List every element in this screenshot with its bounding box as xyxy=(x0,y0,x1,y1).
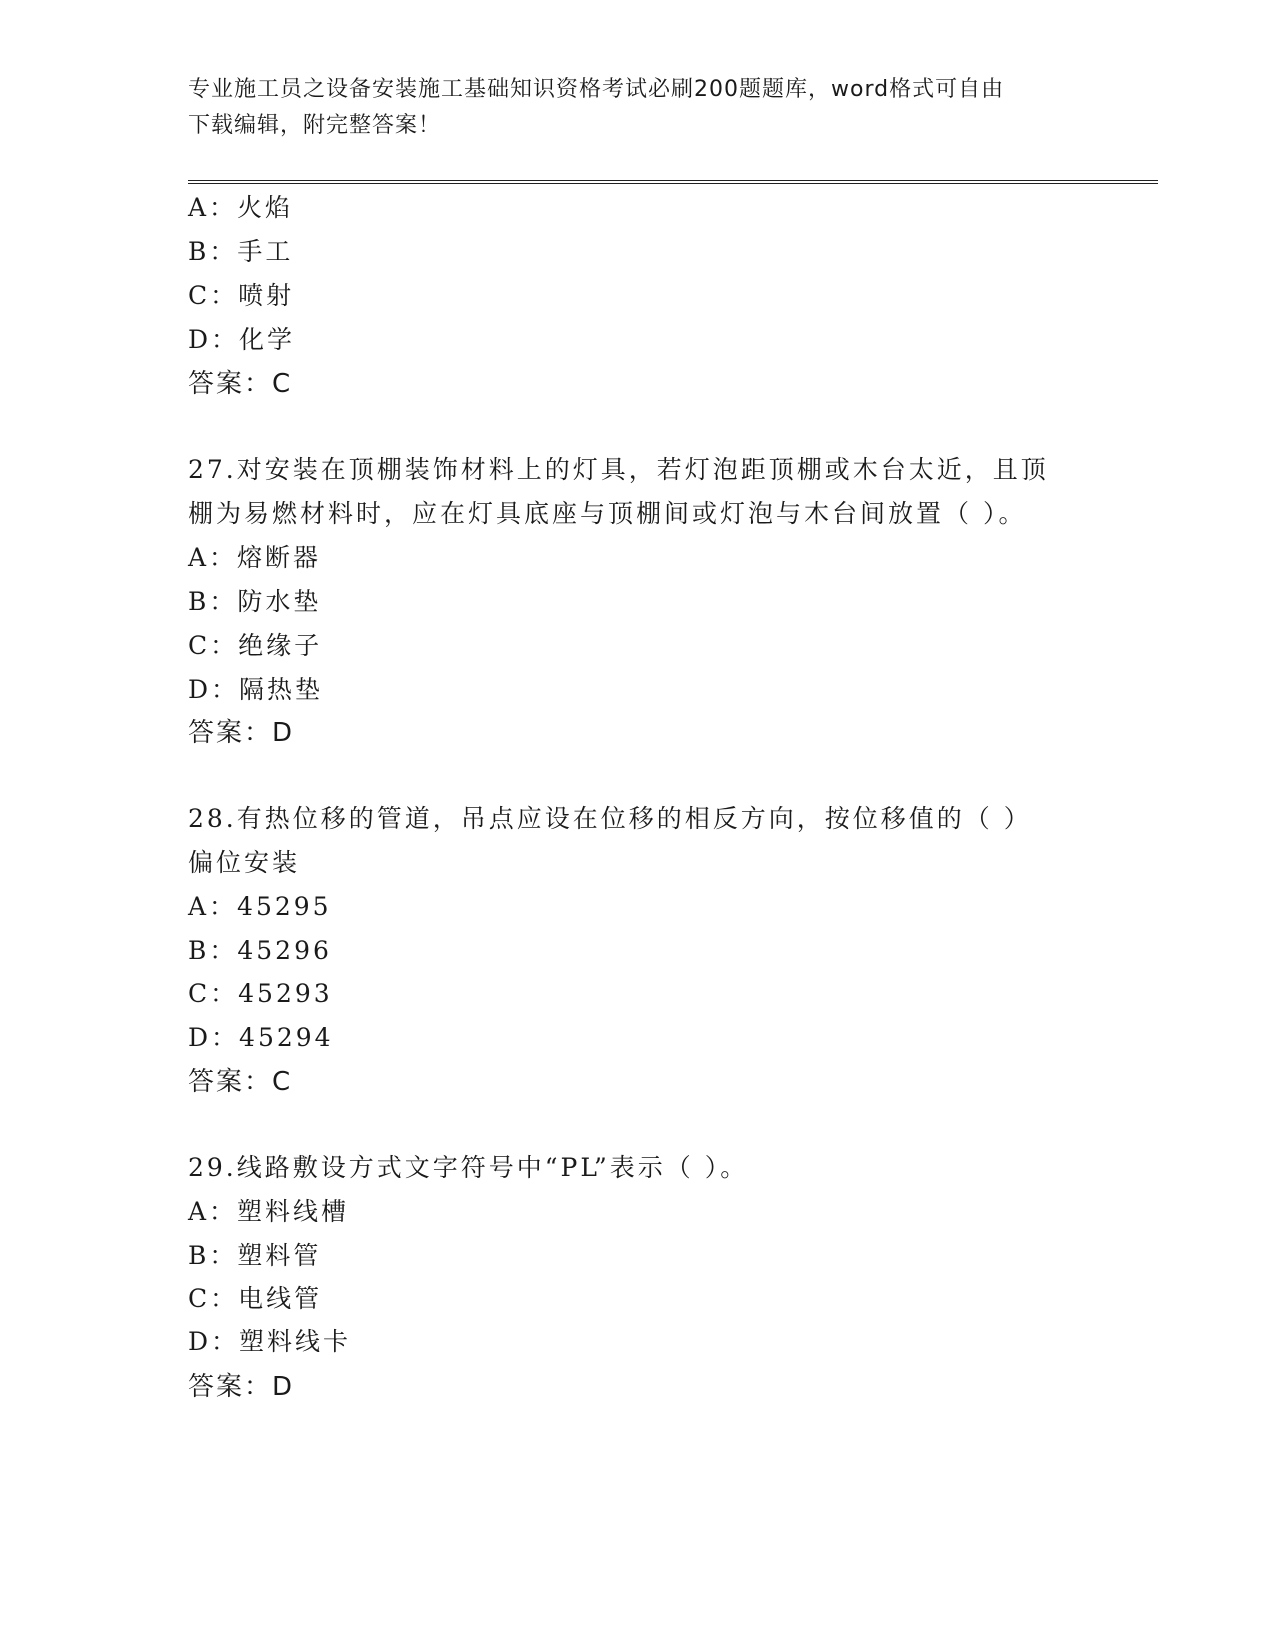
q26-option-d: D：化学 xyxy=(188,325,296,354)
q29-stem-line-1: 29.线路敷设方式文字符号中“PL”表示（ ）。 xyxy=(188,1153,749,1182)
q28-answer: 答案：C xyxy=(188,1067,293,1097)
q28-stem-line-1: 28.有热位移的管道，吊点应设在位移的相反方向，按位移值的（ ） xyxy=(188,804,1032,833)
header-line-2: 下载编辑，附完整答案！ xyxy=(188,113,442,138)
q29-option-d: D：塑料线卡 xyxy=(188,1327,352,1356)
q29-option-c: C：电线管 xyxy=(188,1284,323,1313)
q29-answer: 答案：D xyxy=(188,1372,295,1402)
q26-option-a: A：火焰 xyxy=(188,193,294,222)
q29-option-a: A：塑料线槽 xyxy=(188,1197,350,1226)
header-line-1: 专业施工员之设备安装施工基础知识资格考试必刷200题题库，word格式可自由 xyxy=(188,77,1005,102)
q28-option-b: B：45296 xyxy=(188,936,332,965)
document-header xyxy=(188,72,1088,144)
q26-option-c: C：喷射 xyxy=(188,281,295,310)
q28-option-c: C：45293 xyxy=(188,979,333,1008)
q27-stem-line-2: 棚为易燃材料时，应在灯具底座与顶棚间或灯泡与木台间放置（ ）。 xyxy=(188,499,1027,528)
q27-answer: 答案：D xyxy=(188,718,295,748)
q26-answer: 答案：C xyxy=(188,369,293,399)
q27-stem-line-1: 27.对安装在顶棚装饰材料上的灯具，若灯泡距顶棚或木台太近，且顶 xyxy=(188,455,1049,484)
q27-option-b: B：防水垫 xyxy=(188,587,322,616)
q28-option-d: D：45294 xyxy=(188,1023,334,1052)
q28-option-a: A：45295 xyxy=(188,892,332,921)
q27-option-a: A：熔断器 xyxy=(188,543,322,572)
q28-stem-line-2: 偏位安装 xyxy=(188,848,301,877)
header-divider xyxy=(188,180,1158,184)
q27-option-c: C：绝缘子 xyxy=(188,631,323,660)
q27-option-d: D：隔热垫 xyxy=(188,675,324,704)
q26-option-b: B：手工 xyxy=(188,237,294,266)
q29-option-b: B：塑料管 xyxy=(188,1241,322,1270)
